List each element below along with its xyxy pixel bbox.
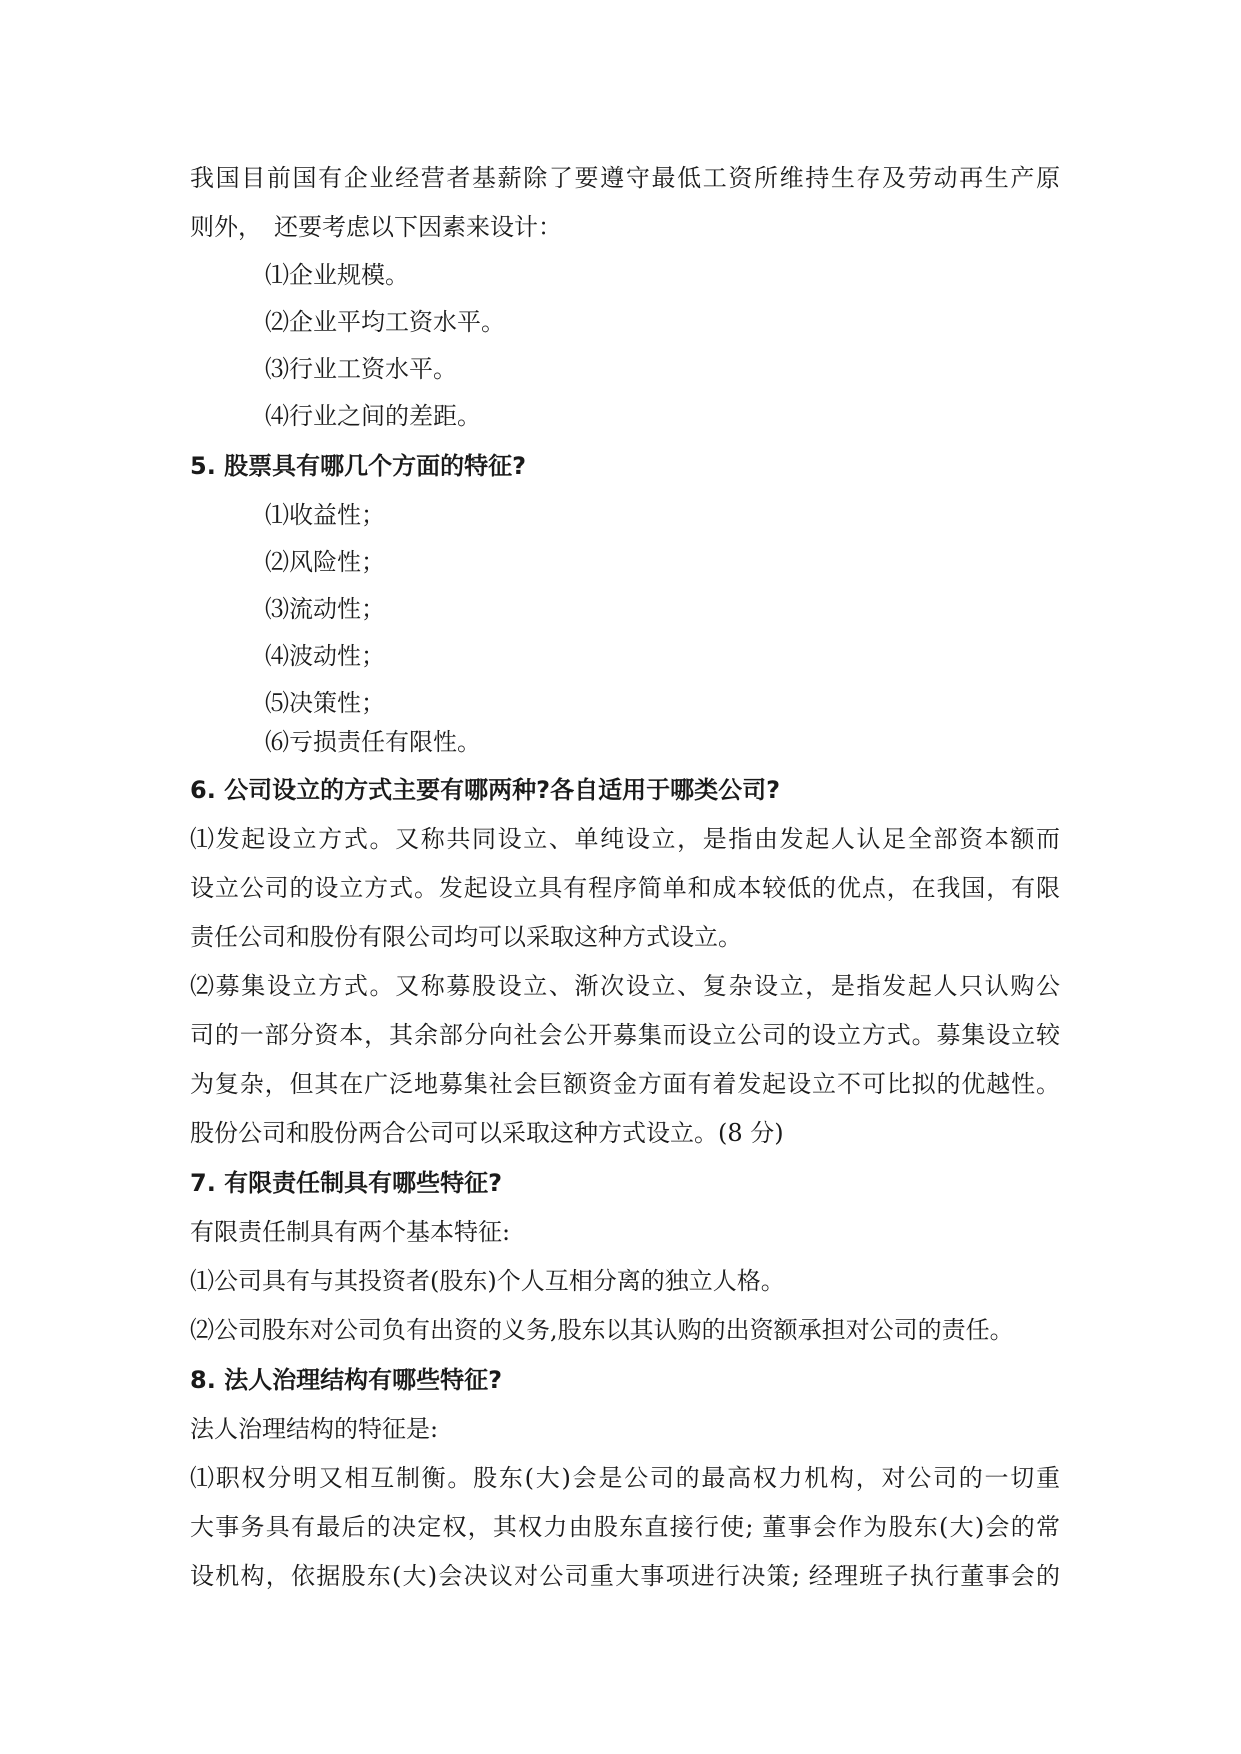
q5-list-item: ⑸决策性；	[265, 689, 385, 717]
q5-list-item: ⑷波动性；	[265, 642, 385, 670]
intro-line-1: 我国目前国有企业经营者基薪除了要遵守最低工资所维持生存及劳动再生产原	[190, 164, 1060, 192]
q5-list-item: ⑶流动性；	[265, 595, 385, 623]
q5-list-item: ⑵风险性；	[265, 548, 385, 576]
q6-paragraph-line: 为复杂，但其在广泛地募集社会巨额资金方面有着发起设立不可比拟的优越性。	[190, 1070, 1060, 1098]
q6-paragraph-line: 司的一部分资本，其余部分向社会公开募集而设立公司的设立方式。募集设立较	[190, 1021, 1060, 1049]
q6-paragraph-line: 设立公司的设立方式。发起设立具有程序简单和成本较低的优点，在我国，有限	[190, 874, 1060, 902]
q6-paragraph-line: 责任公司和股份有限公司均可以采取这种方式设立。	[190, 923, 742, 951]
q7-paragraph-line: ⑵公司股东对公司负有出资的义务,股东以其认购的出资额承担对公司的责任。	[190, 1316, 1014, 1344]
q8-paragraph-line: ⑴职权分明又相互制衡。股东(大)会是公司的最高权力机构，对公司的一切重	[190, 1464, 1060, 1492]
q8-paragraph-line: 法人治理结构的特征是:	[190, 1415, 439, 1443]
question-7-heading: 7. 有限责任制具有哪些特征?	[190, 1169, 503, 1197]
question-8-heading: 8. 法人治理结构有哪些特征?	[190, 1366, 503, 1394]
q6-paragraph-line: ⑵募集设立方式。又称募股设立、渐次设立、复杂设立，是指发起人只认购公	[190, 972, 1060, 1000]
question-6-heading: 6. 公司设立的方式主要有哪两种?各自适用于哪类公司?	[190, 776, 781, 804]
question-5-heading: 5. 股票具有哪几个方面的特征?	[190, 452, 527, 480]
q8-paragraph-line: 大事务具有最后的决定权，其权力由股东直接行使; 董事会作为股东(大)会的常	[190, 1513, 1060, 1541]
factor-item: ⑵企业平均工资水平。	[265, 308, 505, 336]
factor-item: ⑷行业之间的差距。	[265, 402, 481, 430]
q5-list-item: ⑴收益性；	[265, 501, 385, 529]
q6-paragraph-line: ⑴发起设立方式。又称共同设立、单纯设立，是指由发起人认足全部资本额而	[190, 825, 1060, 853]
factor-item: ⑶行业工资水平。	[265, 355, 457, 383]
q5-list-item: ⑹亏损责任有限性。	[265, 728, 481, 756]
intro-line-2: 则外， 还要考虑以下因素来设计：	[190, 213, 562, 241]
q8-paragraph-line: 设机构，依据股东(大)会决议对公司重大事项进行决策; 经理班子执行董事会的	[190, 1562, 1060, 1590]
factor-item: ⑴企业规模。	[265, 261, 409, 289]
q6-paragraph-line: 股份公司和股份两合公司可以采取这种方式设立。(8 分)	[190, 1119, 784, 1147]
q7-paragraph-line: ⑴公司具有与其投资者(股东)个人互相分离的独立人格。	[190, 1267, 785, 1295]
q7-paragraph-line: 有限责任制具有两个基本特征:	[190, 1218, 511, 1246]
